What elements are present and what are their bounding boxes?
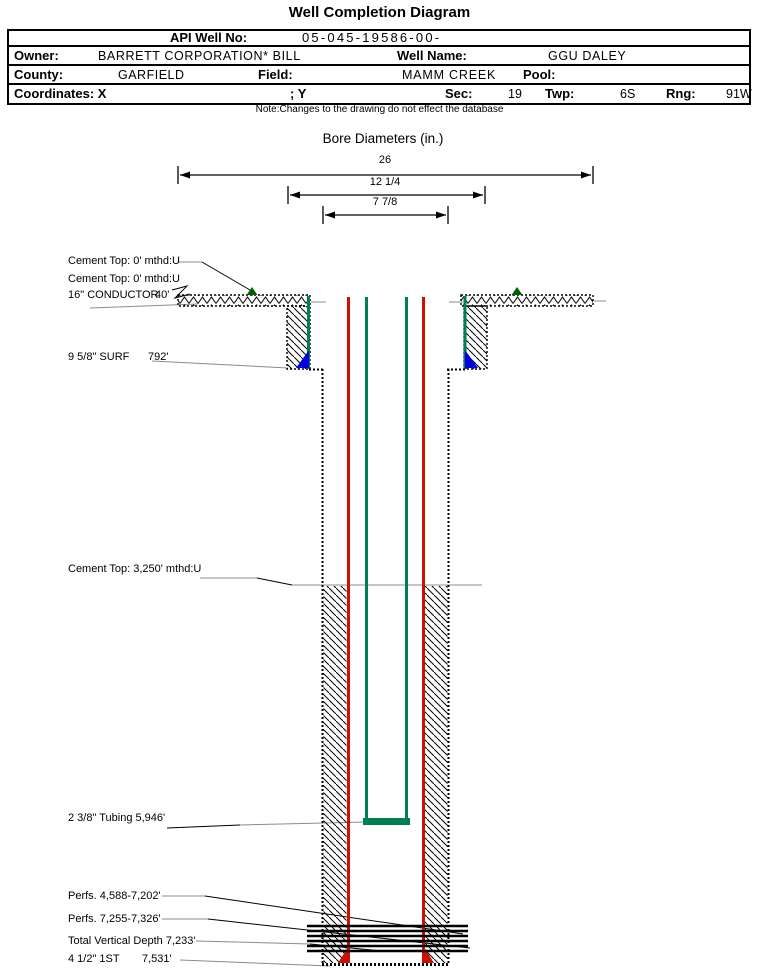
- surface-shoe-marker-right: [465, 350, 478, 368]
- tubing: [363, 297, 410, 825]
- tubing-bottom: [363, 818, 410, 825]
- cement-top-marker-left: [247, 287, 258, 295]
- cement-top-0-label-1: Cement Top: 0' mthd:U: [68, 255, 180, 267]
- tubing-label: 2 3/8" Tubing 5,946': [68, 812, 166, 824]
- coordinates-label: Coordinates: X: [14, 86, 107, 101]
- field-value: MAMM CREEK: [402, 68, 497, 82]
- casing-shoe-left: [338, 944, 350, 963]
- owner-value: BARRETT CORPORATION* BILL: [98, 49, 301, 63]
- rng-label: Rng:: [666, 86, 696, 101]
- county-value: GARFIELD: [118, 68, 185, 82]
- leader-lines: [90, 262, 606, 966]
- cement-top-marker-right: [512, 287, 523, 295]
- county-label: County:: [14, 67, 64, 82]
- casing-shoe-right: [422, 944, 434, 963]
- surface-casing-label: 9 5/8" SURF 792': [68, 351, 169, 363]
- surface-depth: 792': [148, 351, 169, 363]
- conductor-casing-bar: [178, 295, 593, 306]
- table-row-divider: [9, 64, 749, 66]
- production-casing-label: 4 1/2" 1ST 7,531': [68, 953, 172, 965]
- twp-value: 6S: [620, 87, 636, 101]
- owner-label: Owner:: [14, 48, 59, 63]
- table-row-divider: [9, 45, 749, 47]
- api-label: API Well No:: [170, 30, 248, 45]
- note-text: Note:Changes to the drawing do not effect the database: [255, 104, 504, 115]
- dimension-value-26: 26: [378, 154, 392, 166]
- production-casing-cement: [324, 586, 448, 963]
- surface-casing-cement: [287, 296, 487, 369]
- sec-value: 19: [508, 87, 522, 101]
- perfs-label-2: Perfs. 7,255-7,326': [68, 913, 161, 925]
- well-name-label: Well Name:: [397, 48, 467, 63]
- pool-label: Pool:: [523, 67, 556, 82]
- borehole-wall: [309, 369, 466, 965]
- tvd-label: Total Vertical Depth 7,233': [68, 935, 196, 947]
- dimension-line-7-7-8: [323, 206, 448, 224]
- bore-diameters-title: Bore Diameters (in.): [322, 131, 444, 146]
- twp-label: Twp:: [545, 86, 575, 101]
- conductor-depth: 40': [155, 289, 170, 301]
- conductor-label: 16" CONDUCTOR 40': [68, 289, 170, 301]
- production-casing: [338, 297, 434, 963]
- dimension-value-7-7-8: 7 7/8: [372, 196, 398, 208]
- cement-top-0-label-2: Cement Top: 0' mthd:U: [68, 273, 180, 285]
- coordinates-y-label: ; Y: [290, 86, 307, 101]
- production-depth: 7,531': [142, 953, 172, 965]
- field-label: Field:: [258, 67, 293, 82]
- dimension-value-12-1-4: 12 1/4: [369, 176, 401, 188]
- page-title: Well Completion Diagram: [288, 4, 471, 21]
- table-row-divider: [9, 83, 749, 85]
- cement-top-3250-label: Cement Top: 3,250' mthd:U: [68, 563, 202, 575]
- surface-shoe-marker-left: [296, 350, 309, 368]
- rng-value: 91W: [726, 87, 752, 101]
- perfs-label-1: Perfs. 4,588-7,202': [68, 890, 161, 902]
- perforations: [307, 926, 468, 951]
- sec-label: Sec:: [445, 86, 473, 101]
- well-name-value: GGU DALEY: [548, 49, 627, 63]
- api-value: 05-045-19586-00-: [302, 30, 442, 45]
